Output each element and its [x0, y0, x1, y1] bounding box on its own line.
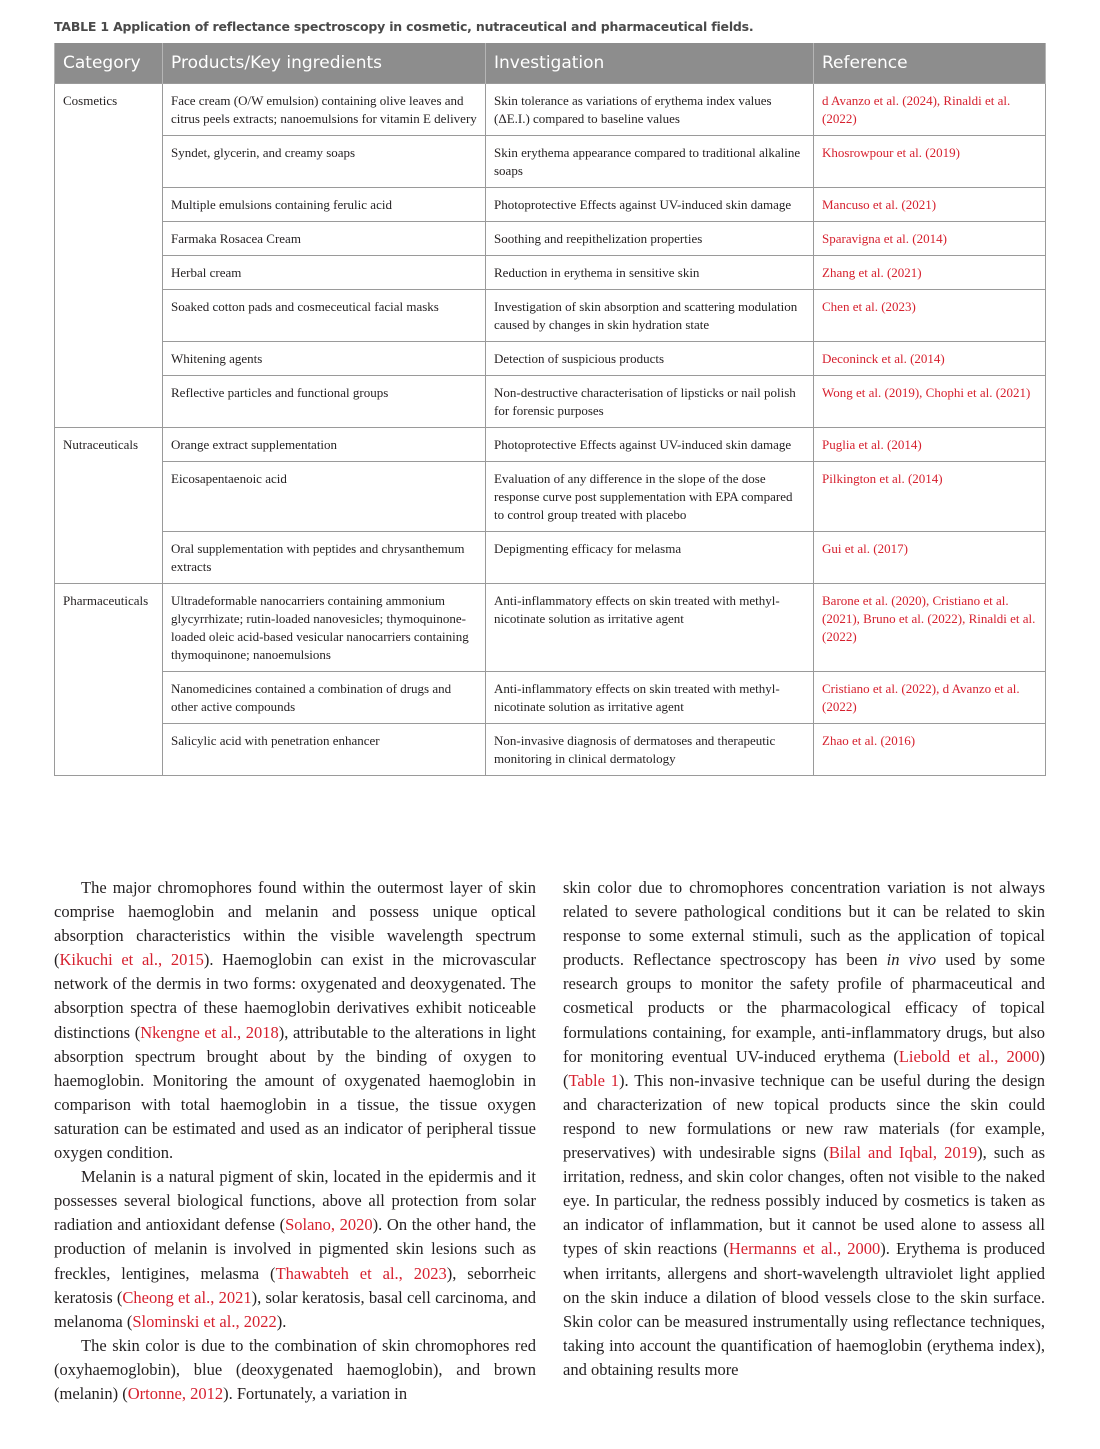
products-cell: Salicylic acid with penetration enhancer [163, 724, 486, 776]
paragraph-skin-color [54, 1334, 536, 1406]
investigation-cell: Non-destructive characterisation of lipsticks or nail polish for forensic purposes [486, 376, 814, 428]
reference-link[interactable]: Zhao et al. (2016) [814, 724, 1046, 776]
table-row [55, 342, 1046, 376]
header-products: Products/Key ingredients [163, 43, 486, 84]
paragraph-melanin [54, 1165, 536, 1334]
reference-link[interactable]: Barone et al. (2020), Cristiano et al. (2021), Bruno et al. (2022), Rinaldi et al. (2022) [814, 584, 1046, 672]
products-cell: Multiple emulsions containing ferulic acid [163, 188, 486, 222]
citation-link[interactable]: Kikuchi et al., 2015 [59, 950, 204, 970]
table-row [55, 672, 1046, 724]
table-caption [54, 19, 753, 34]
text: ), attributable to the alterations in light absorption spectrum brought about by the binding of oxygen to haemoglobin. Monitoring the amount of oxygenated haemoglobin in comparison with total haemoglobin in a tissue, the tissue oxygen saturation can be estimated and used as an indicator of peripheral tissue oxygen condition. [54, 1022, 536, 1163]
products-cell: Herbal cream [163, 256, 486, 290]
category-cell-empty [55, 188, 163, 222]
citation-link[interactable]: Slominski et al., 2022 [132, 1311, 277, 1331]
category-cell-empty [55, 376, 163, 428]
body-column-left [54, 876, 536, 1406]
reference-link[interactable]: Chen et al. (2023) [814, 290, 1046, 342]
reference-link[interactable]: Cristiano et al. (2022), d Avanzo et al. (2022) [814, 672, 1046, 724]
text: skin color due to chromophores concentration variation is not always related to severe pathological conditions but it can be related to skin response to some external stimuli, such as the application of topical products. Reflectance spectroscopy has been [563, 878, 1045, 970]
category-cell: Pharmaceuticals [55, 584, 163, 672]
text: ). Erythema is produced when irritants, allergens and short-wavelength ultraviolet light applied on the skin induce a dilation of blood vessels close to the skin surface. Skin color can be measured instrumentally using reflectance techniques, taking into account the quantification of haemoglobin (erythema index), and obtaining results more [563, 1239, 1045, 1379]
investigation-cell: Reduction in erythema in sensitive skin [486, 256, 814, 290]
products-cell: Reflective particles and functional groups [163, 376, 486, 428]
table-row [55, 136, 1046, 188]
table-row [55, 584, 1046, 672]
text: ), solar keratosis, basal cell carcinoma, and melanoma ( [54, 1287, 537, 1331]
text: ). This non-invasive technique can be useful during the design and characterization of new topical products since the skin could respond to new formulations or new raw materials (for example, preservatives) with undesirable signs ( [563, 1070, 1045, 1163]
header-category: Category [55, 43, 163, 84]
header-reference: Reference [814, 43, 1046, 84]
reference-link[interactable]: Mancuso et al. (2021) [814, 188, 1046, 222]
reference-link[interactable]: Puglia et al. (2014) [814, 428, 1046, 462]
paragraph-skin-color-continued [563, 876, 1045, 1382]
table-reference-link[interactable]: Table 1 [568, 1070, 620, 1090]
paragraph-chromophores [54, 876, 536, 1165]
products-cell: Farmaka Rosacea Cream [163, 222, 486, 256]
reference-link[interactable]: Wong et al. (2019), Chophi et al. (2021) [814, 376, 1046, 428]
reference-link[interactable]: Pilkington et al. (2014) [814, 462, 1046, 532]
italic-text: in vivo [886, 950, 937, 970]
category-cell-empty [55, 222, 163, 256]
category-cell-empty [55, 672, 163, 724]
products-cell: Ultradeformable nanocarriers containing ammonium glycyrrhizate; rutin-loaded nanovesicles; thymoquinone-loaded oleic acid-based vesicular nanocarriers containing thymoquinone; nanoemulsions [163, 584, 486, 672]
text: ). Fortunately, a variation in [223, 1383, 408, 1403]
category-cell: Nutraceuticals [55, 428, 163, 462]
table-row [55, 84, 1046, 136]
category-cell-empty [55, 342, 163, 376]
reference-link[interactable]: Khosrowpour et al. (2019) [814, 136, 1046, 188]
reference-link[interactable]: Sparavigna et al. (2014) [814, 222, 1046, 256]
category-cell-empty [55, 532, 163, 584]
citation-link[interactable]: Nkengne et al., 2018 [140, 1022, 279, 1042]
investigation-cell: Skin tolerance as variations of erythema index values (ΔE.I.) compared to baseline values [486, 84, 814, 136]
table-row [55, 532, 1046, 584]
table-caption-label: TABLE 1 [54, 19, 109, 34]
investigation-cell: Evaluation of any difference in the slope of the dose response curve post supplementation with EPA compared to control group treated with placebo [486, 462, 814, 532]
body-column-right [563, 876, 1045, 1382]
investigation-cell: Anti-inflammatory effects on skin treated with methyl-nicotinate solution as irritative agent [486, 584, 814, 672]
text: ) ( [563, 1046, 1045, 1090]
category-cell: Cosmetics [55, 84, 163, 136]
investigation-cell: Photoprotective Effects against UV-induced skin damage [486, 188, 814, 222]
table-row [55, 724, 1046, 776]
reference-link[interactable]: Gui et al. (2017) [814, 532, 1046, 584]
investigation-cell: Investigation of skin absorption and scattering modulation caused by changes in skin hydration state [486, 290, 814, 342]
citation-link[interactable]: Hermanns et al., 2000 [728, 1239, 881, 1259]
table-row [55, 290, 1046, 342]
investigation-cell: Soothing and reepithelization properties [486, 222, 814, 256]
investigation-cell: Non-invasive diagnosis of dermatoses and therapeutic monitoring in clinical dermatology [486, 724, 814, 776]
investigation-cell: Skin erythema appearance compared to traditional alkaline soaps [486, 136, 814, 188]
category-cell-empty [55, 136, 163, 188]
products-cell: Whitening agents [163, 342, 486, 376]
products-cell: Eicosapentaenoic acid [163, 462, 486, 532]
text: The major chromophores found within the outermost layer of skin comprise haemoglobin and melanin and possess unique optical absorption characteristics within the visible wavelength spectrum ( [54, 878, 536, 970]
citation-link[interactable]: Solano, 2020 [285, 1215, 373, 1235]
products-cell: Soaked cotton pads and cosmeceutical facial masks [163, 290, 486, 342]
table-row [55, 428, 1046, 462]
table-row [55, 376, 1046, 428]
products-cell: Oral supplementation with peptides and chrysanthemum extracts [163, 532, 486, 584]
table-row [55, 222, 1046, 256]
table-caption-text: Application of reflectance spectroscopy in cosmetic, nutraceutical and pharmaceutical fields. [108, 19, 754, 34]
reference-link[interactable]: Zhang et al. (2021) [814, 256, 1046, 290]
products-cell: Nanomedicines contained a combination of drugs and other active compounds [163, 672, 486, 724]
investigation-cell: Anti-inflammatory effects on skin treated with methyl-nicotinate solution as irritative agent [486, 672, 814, 724]
text: ). On the other hand, the production of melanin is involved in pigmented skin lesions such as freckles, lentigines, melasma ( [54, 1215, 536, 1283]
citation-link[interactable]: Ortonne, 2012 [127, 1383, 224, 1403]
products-cell: Syndet, glycerin, and creamy soaps [163, 136, 486, 188]
table-row [55, 188, 1046, 222]
investigation-cell: Detection of suspicious products [486, 342, 814, 376]
citation-link[interactable]: Thawabteh et al., 2023 [275, 1263, 447, 1283]
category-cell-empty [55, 256, 163, 290]
citation-link[interactable]: Bilal and Iqbal, 2019 [828, 1143, 978, 1163]
reflectance-spectroscopy-table [54, 43, 1046, 776]
reference-link[interactable]: d Avanzo et al. (2024), Rinaldi et al. (2022) [814, 84, 1046, 136]
text: ). Haemoglobin can exist in the microvascular network of the dermis in two forms: oxygenated and deoxygenated. The absorption spectra of these haemoglobin derivatives exhibit noticeable distinctions ( [54, 950, 536, 1042]
investigation-cell: Depigmenting efficacy for melasma [486, 532, 814, 584]
products-cell: Face cream (O/W emulsion) containing olive leaves and citrus peels extracts; nanoemulsions for vitamin E delivery [163, 84, 486, 136]
table-row [55, 256, 1046, 290]
category-cell-empty [55, 462, 163, 532]
text: ), such as irritation, redness, and skin color changes, often not visible to the naked eye. In particular, the redness possibly induced by cosmetics is taken as an indicator of inflammation, but it cannot be used alone to assess all types of skin reactions ( [563, 1143, 1046, 1259]
category-cell-empty [55, 290, 163, 342]
header-investigation: Investigation [486, 43, 814, 84]
text: Melanin is a natural pigment of skin, located in the epidermis and it possesses several biological functions, above all protection from solar radiation and antioxidant defense ( [54, 1167, 536, 1235]
text: ), seborrheic keratosis ( [54, 1263, 536, 1307]
reference-link[interactable]: Deconinck et al. (2014) [814, 342, 1046, 376]
table-row [55, 462, 1046, 532]
citation-link[interactable]: Cheong et al., 2021 [122, 1287, 252, 1307]
text: The skin color is due to the combination of skin chromophores red (oxyhaemoglobin), blue (deoxygenated haemoglobin), and brown (melanin) ( [54, 1335, 536, 1403]
text: ). [276, 1311, 287, 1331]
citation-link[interactable]: Liebold et al., 2000 [898, 1046, 1040, 1066]
text: used by some research groups to monitor the safety profile of pharmaceutical and cosmetical products or the pharmacological efficacy of topical formulations containing, for example, anti-inflammatory drugs, but also for monitoring eventual UV-induced erythema ( [563, 950, 1046, 1066]
investigation-cell: Photoprotective Effects against UV-induced skin damage [486, 428, 814, 462]
products-cell: Orange extract supplementation [163, 428, 486, 462]
category-cell-empty [55, 724, 163, 776]
table-header-row [55, 43, 1046, 84]
